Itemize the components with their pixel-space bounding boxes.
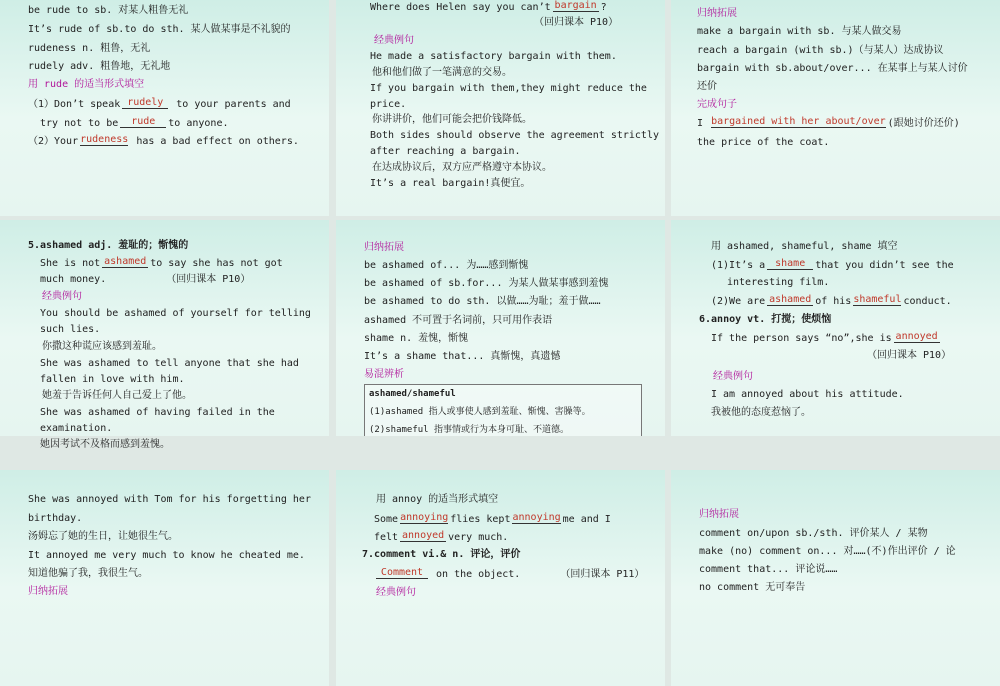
- textbook-reference: （回归课本 P10）: [166, 274, 251, 285]
- answer-blank: ashamed: [104, 256, 147, 267]
- vocab-heading: 6.annoy vt. 打搅；使烦恼: [699, 314, 832, 325]
- example-sentence: She was ashamed to tell anyone that she had: [40, 358, 299, 369]
- examples-heading: 经典例句: [713, 371, 753, 382]
- slide-ashamed: [0, 220, 329, 436]
- text-line: ashamed 不可置于名词前，只可用作表语: [364, 315, 553, 326]
- exercise-heading: 用 ashamed, shameful, shame 填空: [711, 241, 898, 252]
- example-sentence: such lies.: [40, 324, 101, 335]
- textbook-reference: （回归课本 P11）: [560, 569, 645, 580]
- example-translation: 他和他们做了一笔满意的交易。: [372, 67, 512, 78]
- exercise-line: （1）Don’t speak rudely to your parents and: [28, 97, 291, 110]
- answer-blank: annoying: [512, 512, 561, 523]
- text-line: much money. （回归课本 P10）: [40, 274, 251, 285]
- text-line: make (no) comment on... 对……(不)作出评价 / 论: [699, 546, 956, 557]
- answer-blank: annoying: [400, 512, 449, 523]
- example-sentence: She was ashamed of having failed in the: [40, 407, 275, 418]
- text-line: bargain with sb.about/over... 在某事上与某人讨价: [697, 63, 968, 74]
- example-sentence: price.: [370, 99, 407, 110]
- exercise-line: （2）Your rudeness has a bad effect on others.: [28, 134, 299, 147]
- exercise-line: try not to be rude to anyone.: [40, 116, 229, 129]
- example-sentence: You should be ashamed of yourself for telling: [40, 308, 311, 319]
- text-line: rudeness n. 粗鲁，无礼: [28, 43, 151, 54]
- example-sentence: after reaching a bargain.: [370, 146, 521, 157]
- slide-comment-expansion: [671, 470, 1000, 686]
- text-line: be rude to sb. 对某人粗鲁无礼: [28, 5, 189, 16]
- exercise-line: (1)It’s a shame that you didn’t see the: [711, 258, 954, 271]
- slide-annoy: [671, 220, 1000, 436]
- answer-blank: ashamed: [769, 294, 812, 305]
- comparison-title: ashamed/shameful: [369, 389, 456, 399]
- slide-bargain-examples: [336, 0, 665, 216]
- exercise-line: I bargained with her about/over (跟她讨价还价): [697, 116, 960, 129]
- example-sentence: If you bargain with them,they might reduce the: [370, 83, 647, 94]
- exercise-line: the price of the coat.: [697, 137, 830, 148]
- text-line: be ashamed to do sth. 以做……为耻；羞于做……: [364, 296, 601, 307]
- exercise-line: interesting film.: [727, 277, 830, 288]
- answer-blank: bargain: [554, 0, 597, 11]
- text-line: It’s a shame that... 真惭愧，真遗憾: [364, 351, 561, 362]
- answer-blank: rude: [120, 116, 166, 128]
- example-sentence: He made a satisfactory bargain with them.: [370, 51, 617, 62]
- answer-blank: shame: [767, 258, 813, 270]
- example-translation: 我被他的态度惹恼了。: [711, 407, 811, 418]
- text-line: shame n. 羞愧，惭愧: [364, 333, 469, 344]
- answer-blank: bargained with her about/over: [711, 116, 886, 127]
- example-sentence: birthday.: [28, 513, 83, 524]
- text-line: no comment 无可奉告: [699, 582, 806, 593]
- example-sentence: It annoyed me very much to know he cheated me.: [28, 550, 305, 561]
- text-line: 还价: [697, 81, 717, 92]
- answer-blank: annoyed: [402, 530, 445, 541]
- exercise-heading: 用 annoy 的适当形式填空: [376, 494, 499, 505]
- example-translation: 汤姆忘了她的生日，让她很生气。: [28, 531, 178, 542]
- vocab-heading: 5.ashamed adj. 羞耻的；惭愧的: [28, 240, 189, 251]
- section-heading: 归纳拓展: [697, 8, 737, 19]
- text-line: comment that... 评论说……: [699, 564, 838, 575]
- text-line: It’s rude of sb.to do sth. 某人做某事是不礼貌的: [28, 24, 291, 35]
- exercise-heading: 完成句子: [697, 99, 737, 110]
- textbook-reference: （回归课本 P10）: [534, 17, 619, 28]
- slide-bargain-expansion: [671, 0, 1000, 216]
- section-heading: 归纳拓展: [28, 586, 68, 597]
- example-translation: 她因考试不及格而感到羞愧。: [40, 439, 170, 450]
- slide-annoy-examples: [0, 470, 329, 686]
- exercise-heading: 用 rude 的适当形式填空: [28, 79, 145, 90]
- vocab-heading: 7.comment vi.& n. 评论，评价: [362, 549, 521, 560]
- text-line: make a bargain with sb. 与某人做交易: [697, 26, 902, 37]
- example-translation: 在达成协议后，双方应严格遵守本协议。: [372, 162, 552, 173]
- slide-rude: [0, 0, 329, 216]
- example-translation: 她羞于告诉任何人自己爱上了他。: [42, 390, 192, 401]
- text-line: be ashamed of... 为……感到惭愧: [364, 260, 529, 271]
- answer-blank: shameful: [853, 294, 902, 305]
- text-line: comment on/upon sb./sth. 评价某人 / 某物: [699, 528, 928, 539]
- answer-blank: Comment: [376, 567, 428, 579]
- exercise-line: (2)We are ashamed of his shameful conduct.: [711, 294, 952, 307]
- text-line: If the person says “no”,she is annoyed: [711, 331, 938, 344]
- comparison-item: (2)shameful 指事情或行为本身可耻、不道德。: [369, 425, 570, 435]
- exercise-line: felt annoyed very much.: [374, 530, 509, 543]
- example-sentence: She was annoyed with Tom for his forgetting her: [28, 494, 311, 505]
- comparison-box: [364, 384, 642, 436]
- example-sentence: I am annoyed about his attitude.: [711, 389, 904, 400]
- answer-blank: rudeness: [80, 134, 129, 145]
- text-line: Where does Helen say you can’t bargain ?: [370, 0, 607, 13]
- text-line: Comment on the object. （回归课本 P11）: [374, 567, 659, 582]
- answer-blank: annoyed: [895, 331, 938, 342]
- section-heading: 易混辨析: [364, 369, 404, 380]
- text-line: reach a bargain (with sb.)（与某人）达成协议: [697, 45, 944, 56]
- example-sentence: fallen in love with him.: [40, 374, 185, 385]
- example-translation: 你撒这种谎应该感到羞耻。: [42, 341, 162, 352]
- examples-heading: 经典例句: [42, 291, 82, 302]
- exercise-line: Some annoying flies kept annoying me and I: [374, 512, 611, 525]
- example-sentence: examination.: [40, 423, 113, 434]
- answer-blank: rudely: [122, 97, 168, 109]
- text-line: She is not ashamed to say she has not got: [40, 256, 283, 269]
- slide-annoy-exercise: [336, 470, 665, 686]
- section-heading: 归纳拓展: [364, 242, 404, 253]
- example-sentence: Both sides should observe the agreement strictly: [370, 130, 659, 141]
- examples-heading: 经典例句: [374, 35, 414, 46]
- example-translation: 你讲讲价，他们可能会把价钱降低。: [372, 114, 532, 125]
- text-line: rudely adv. 粗鲁地，无礼地: [28, 61, 171, 72]
- example-sentence: It’s a real bargain!真便宜。: [370, 178, 531, 189]
- textbook-reference: （回归课本 P10）: [867, 350, 952, 361]
- section-heading: 归纳拓展: [699, 509, 739, 520]
- slide-ashamed-expansion: [336, 220, 665, 436]
- examples-heading: 经典例句: [376, 587, 416, 598]
- example-translation: 知道他骗了我，我很生气。: [28, 568, 148, 579]
- text-line: be ashamed of sb.for... 为某人做某事感到羞愧: [364, 278, 609, 289]
- comparison-item: (1)ashamed 指人或事使人感到羞耻、惭愧、害臊等。: [369, 407, 591, 417]
